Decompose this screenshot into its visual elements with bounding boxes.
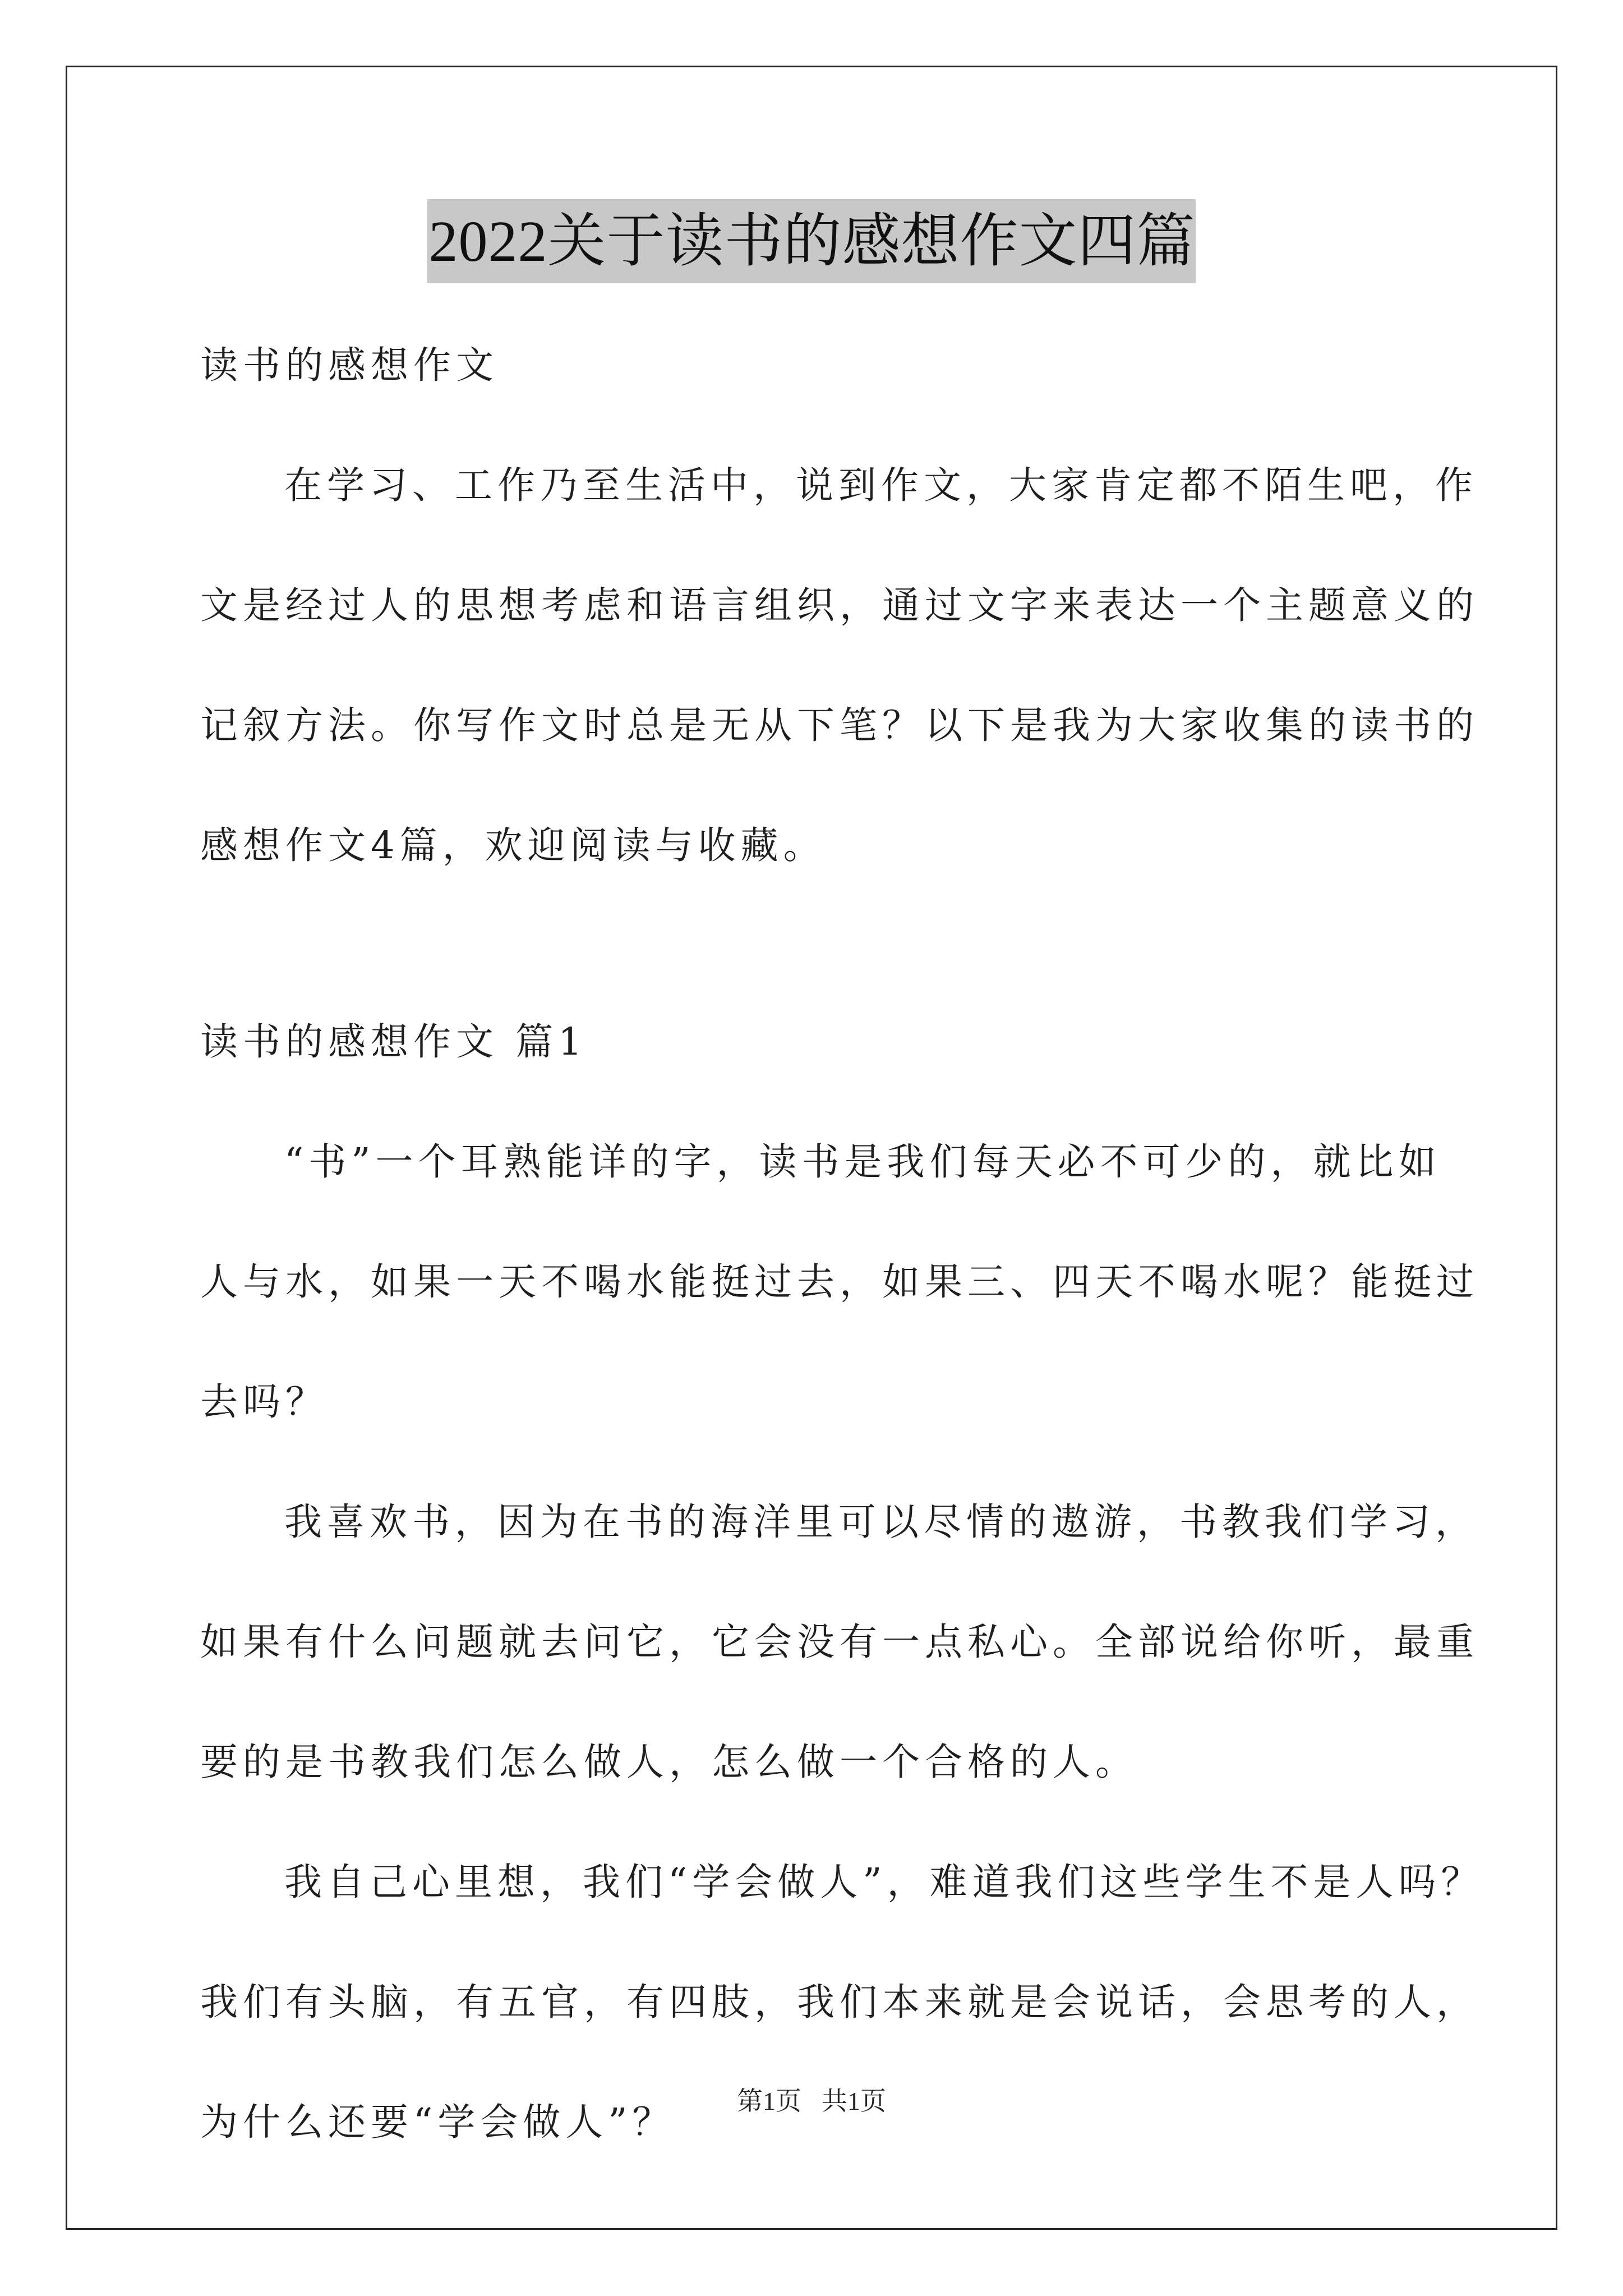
page-number-total: 共1页 [822,2087,886,2115]
paragraph-line: 要的是书教我们怎么做人，怎么做一个合格的人。 [200,1740,1138,1784]
title-container [0,199,1623,283]
paragraph-line: “书”一个耳熟能详的字，读书是我们每天必不可少的，就比如 [284,1140,1441,1184]
intro-line: 在学习、工作乃至生活中，说到作文，大家肯定都不陌生吧，作 [284,463,1478,507]
intro-line: 感想作文4篇，欢迎阅读与收藏。 [200,823,826,867]
paragraph-line: 为什么还要“学会做人”？ [200,2100,675,2144]
paragraph-line: 我自己心里想，我们“学会做人”，难道我们这些学生不是人吗？ [284,1860,1484,1904]
paragraph-line: 去吗？ [200,1380,328,1424]
paragraph-line: 如果有什么问题就去问它，它会没有一点私心。全部说给你听，最重 [200,1620,1479,1664]
page-number-current: 第1页 [737,2087,801,2115]
section-heading: 读书的感想作文 [200,343,499,387]
paragraph-line: 人与水，如果一天不喝水能挺过去，如果三、四天不喝水呢？能挺过 [200,1260,1479,1304]
paragraph-line: 我们有头脑，有五官，有四肢，我们本来就是会说话，会思考的人， [200,1980,1479,2024]
intro-line: 文是经过人的思想考虑和语言组织，通过文字来表达一个主题意义的 [200,583,1479,627]
document-body [200,343,1484,2144]
part-heading: 读书的感想作文 篇1 [200,1020,587,1064]
intro-line: 记叙方法。你写作文时总是无从下笔？以下是我为大家收集的读书的 [200,703,1479,747]
document-title: 2022关于读书的感想作文四篇 [427,199,1195,283]
page-footer [0,2086,1623,2117]
paragraph-line: 我喜欢书，因为在书的海洋里可以尽情的遨游，书教我们学习， [284,1500,1478,1544]
